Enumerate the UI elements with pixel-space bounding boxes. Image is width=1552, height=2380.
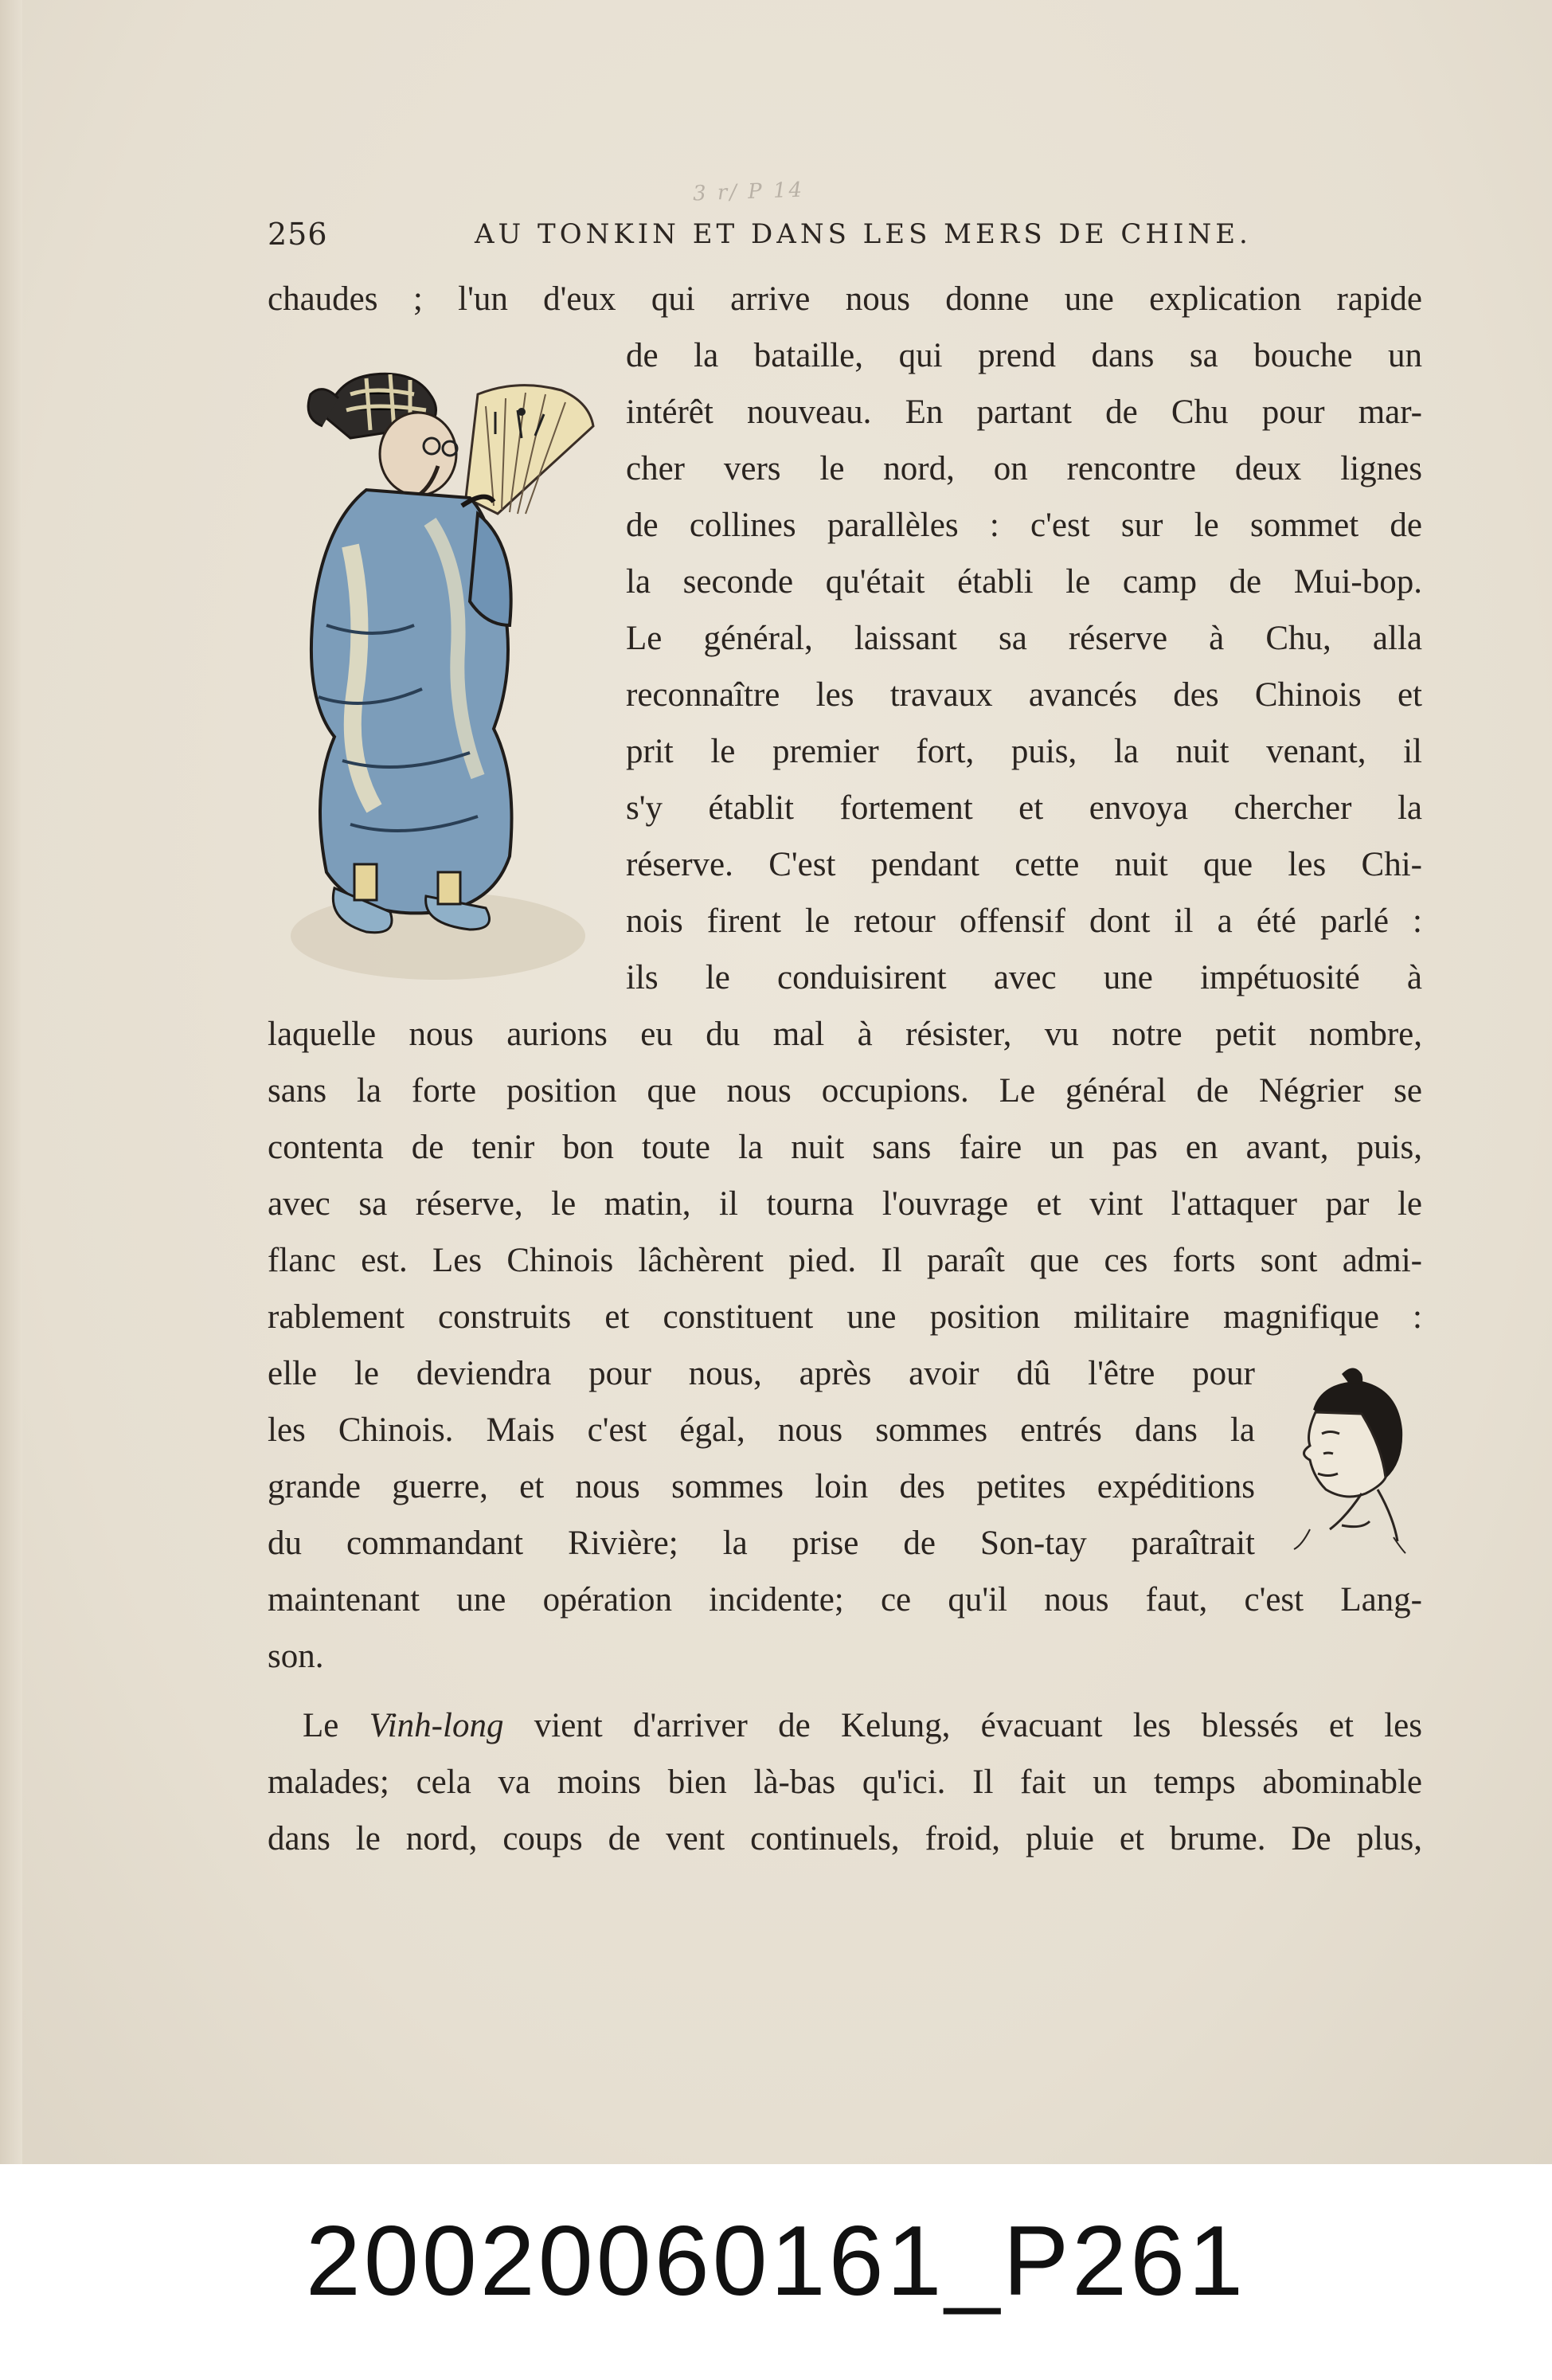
text-line: du commandant Rivière; la prise de Son-tay paraîtrait: [268, 1525, 1255, 1562]
text-line: sans la forte position que nous occupions. Le général de Négrier se: [268, 1072, 1422, 1110]
text-line: son.: [268, 1638, 324, 1675]
text-line: s'y établit fortement et envoya chercher la: [626, 789, 1422, 827]
text-line: laquelle nous aurions eu du mal à résister, vu notre petit nombre,: [268, 1016, 1422, 1053]
head-sketch-illustration: [1266, 1358, 1425, 1557]
text-line: ils le conduisirent avec une impétuosité à: [626, 959, 1422, 996]
text-run: vient d'arriver de Kelung, évacuant les blessés et les: [503, 1707, 1422, 1744]
text-line: réserve. C'est pendant cette nuit que les Chi-: [626, 846, 1422, 883]
text-line: grande guerre, et nous sommes loin des petites expéditions: [268, 1468, 1255, 1505]
running-title: AU TONKIN ET DANS LES MERS DE CHINE.: [475, 218, 1252, 250]
text-line: nois firent le retour offensif dont il a été parlé :: [626, 902, 1422, 940]
text-line: reconnaître les travaux avancés des Chinois et: [626, 676, 1422, 714]
text-line: contenta de tenir bon toute la nuit sans faire un pas en avant, puis,: [268, 1129, 1422, 1166]
page-header: [268, 210, 1422, 258]
text-line: de la bataille, qui prend dans sa bouche un: [626, 337, 1422, 374]
page-edge: [0, 0, 22, 2164]
text-line: les Chinois. Mais c'est égal, nous sommes entrés dans la: [268, 1411, 1255, 1449]
ship-name: Vinh-long: [369, 1707, 504, 1744]
page-number: 256: [268, 217, 328, 252]
pencil-annotation: 3 r/ P 14: [692, 178, 805, 206]
text-line: rablement construits et constituent une position militaire magnifique :: [268, 1298, 1422, 1336]
text-line: intérêt nouveau. En partant de Chu pour mar-: [626, 393, 1422, 431]
text-line: cher vers le nord, on rencontre deux lignes: [626, 450, 1422, 487]
text-line: chaudes ; l'un d'eux qui arrive nous donne une explication rapide: [268, 280, 1422, 318]
text-line: dans le nord, coups de vent continuels, froid, pluie et brume. De plus,: [268, 1820, 1422, 1857]
text-line: la seconde qu'était établi le camp de Mui-bop.: [626, 563, 1422, 601]
text-line: avec sa réserve, le matin, il tourna l'ouvrage et vint l'attaquer par le: [268, 1185, 1422, 1223]
text-line: prit le premier fort, puis, la nuit venant, il: [626, 733, 1422, 770]
text-line: malades; cela va moins bien là-bas qu'ici. Il fait un temps abominable: [268, 1763, 1422, 1801]
text-line: elle le deviendra pour nous, après avoir dû l'être pour: [268, 1355, 1255, 1392]
text-line: Le général, laissant sa réserve à Chu, alla: [626, 620, 1422, 657]
paragraph-first-line: [303, 1697, 1422, 1754]
mandarin-illustration: [279, 362, 629, 992]
scan-identifier: 20020060161_P261: [305, 2206, 1247, 2316]
text-line: maintenant une opération incidente; ce qu'il nous faut, c'est Lang-: [268, 1581, 1422, 1619]
text-line: flanc est. Les Chinois lâchèrent pied. Il paraît que ces forts sont admi-: [268, 1242, 1422, 1279]
text-run: Le: [303, 1707, 369, 1744]
text-line: de collines parallèles : c'est sur le sommet de: [626, 507, 1422, 544]
